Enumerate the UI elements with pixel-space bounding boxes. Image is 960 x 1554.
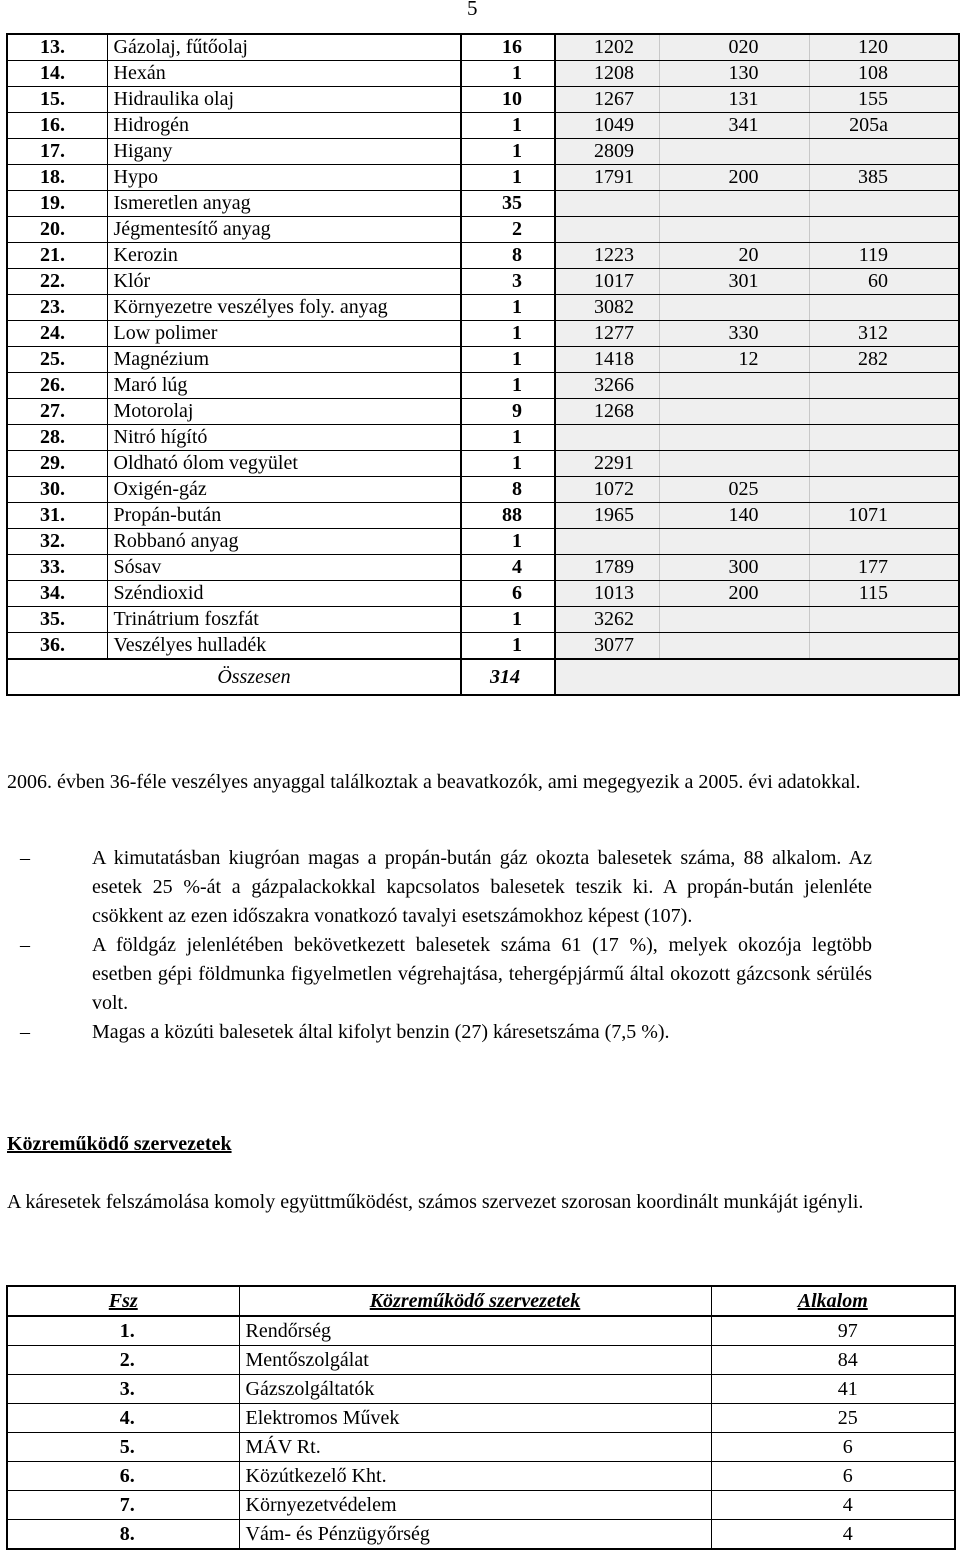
un-code: 1013 (555, 581, 659, 607)
org-number: 6. (7, 1462, 239, 1491)
un-code: 3266 (555, 373, 659, 399)
dash-bullet-icon: – (20, 934, 30, 956)
table-row (7, 139, 959, 165)
substance-name: Robbanó anyag (107, 529, 461, 555)
un-code: 1072 (555, 477, 659, 503)
hazard-code: 301 (659, 269, 809, 295)
row-number: 35. (7, 607, 107, 633)
un-code (555, 217, 659, 243)
incident-count: 1 (461, 113, 555, 139)
un-code: 3262 (555, 607, 659, 633)
table-row (7, 1346, 955, 1375)
un-code: 1277 (555, 321, 659, 347)
org-table-body (7, 1316, 955, 1549)
table-row (7, 243, 959, 269)
org-name: Vám- és Pénzügyőrség (239, 1520, 711, 1550)
hazard-code: 330 (659, 321, 809, 347)
incident-count: 8 (461, 243, 555, 269)
un-code: 1208 (555, 61, 659, 87)
row-number: 36. (7, 633, 107, 660)
substance-name: Környezetre veszélyes foly. anyag (107, 295, 461, 321)
class-code (809, 425, 959, 451)
incident-count: 1 (461, 529, 555, 555)
class-code: 1071 (809, 503, 959, 529)
row-number: 30. (7, 477, 107, 503)
total-value: 314 (461, 659, 555, 695)
hazard-code (659, 217, 809, 243)
table-row (7, 581, 959, 607)
row-number: 19. (7, 191, 107, 217)
bullet-list (20, 844, 872, 1047)
incident-count: 10 (461, 87, 555, 113)
org-name: Közútkezelő Kht. (239, 1462, 711, 1491)
table-row (7, 34, 959, 61)
substance-name: Oldható ólom vegyület (107, 451, 461, 477)
org-count: 84 (711, 1346, 955, 1375)
substance-name: Sósav (107, 555, 461, 581)
hazard-code (659, 295, 809, 321)
total-label: Összesen (7, 659, 461, 695)
hazard-code (659, 529, 809, 555)
row-number: 14. (7, 61, 107, 87)
substance-name: Veszélyes hulladék (107, 633, 461, 660)
class-code (809, 295, 959, 321)
table-row (7, 1520, 955, 1550)
class-code: 155 (809, 87, 959, 113)
substance-name: Kerozin (107, 243, 461, 269)
org-count: 25 (711, 1404, 955, 1433)
incident-count: 9 (461, 399, 555, 425)
row-number: 20. (7, 217, 107, 243)
bullet-item (20, 1018, 872, 1047)
substance-name: Hexán (107, 61, 461, 87)
un-code (555, 529, 659, 555)
substance-name: Propán-bután (107, 503, 461, 529)
header-fsz: Fsz (7, 1286, 239, 1316)
un-code (555, 425, 659, 451)
substance-name: Low polimer (107, 321, 461, 347)
class-code (809, 529, 959, 555)
row-number: 26. (7, 373, 107, 399)
class-code: 205a (809, 113, 959, 139)
hazard-code: 300 (659, 555, 809, 581)
incident-count: 1 (461, 61, 555, 87)
un-code: 2809 (555, 139, 659, 165)
hazard-code: 341 (659, 113, 809, 139)
substance-name: Klór (107, 269, 461, 295)
table-row (7, 503, 959, 529)
hazmat-total-row (7, 659, 959, 695)
hazard-code: 131 (659, 87, 809, 113)
hazard-code: 025 (659, 477, 809, 503)
class-code (809, 477, 959, 503)
hazard-code (659, 373, 809, 399)
class-code: 119 (809, 243, 959, 269)
class-code (809, 217, 959, 243)
org-count: 6 (711, 1462, 955, 1491)
row-number: 34. (7, 581, 107, 607)
incident-count: 8 (461, 477, 555, 503)
row-number: 28. (7, 425, 107, 451)
row-number: 29. (7, 451, 107, 477)
substance-name: Motorolaj (107, 399, 461, 425)
bullet-item (20, 931, 872, 1018)
page-number: 5 (467, 0, 478, 20)
hazard-code (659, 139, 809, 165)
header-organisations: Közreműködő szervezetek (239, 1286, 711, 1316)
table-row (7, 399, 959, 425)
dash-bullet-icon: – (20, 847, 30, 869)
incident-count: 35 (461, 191, 555, 217)
substance-name: Ismeretlen anyag (107, 191, 461, 217)
incident-count: 16 (461, 34, 555, 61)
substance-name: Higany (107, 139, 461, 165)
table-row (7, 373, 959, 399)
row-number: 16. (7, 113, 107, 139)
org-number: 8. (7, 1520, 239, 1550)
incident-count: 1 (461, 165, 555, 191)
org-name: Környezetvédelem (239, 1491, 711, 1520)
substance-name: Hypo (107, 165, 461, 191)
org-count: 41 (711, 1375, 955, 1404)
hazard-code: 200 (659, 165, 809, 191)
org-name: Mentőszolgálat (239, 1346, 711, 1375)
hazmat-table-body (7, 34, 959, 659)
table-row (7, 217, 959, 243)
table-row (7, 113, 959, 139)
table-row (7, 477, 959, 503)
hazard-code (659, 399, 809, 425)
row-number: 33. (7, 555, 107, 581)
hazard-code: 20 (659, 243, 809, 269)
un-code: 1223 (555, 243, 659, 269)
incident-count: 1 (461, 607, 555, 633)
row-number: 18. (7, 165, 107, 191)
un-code (555, 191, 659, 217)
substance-name: Oxigén-gáz (107, 477, 461, 503)
un-code: 3082 (555, 295, 659, 321)
section-heading: Közreműködő szervezetek (7, 1133, 232, 1155)
row-number: 22. (7, 269, 107, 295)
row-number: 15. (7, 87, 107, 113)
class-code: 282 (809, 347, 959, 373)
bullet-text: A kimutatásban kiugróan magas a propán-bután gáz okozta balesetek száma, 88 alkalom. Az esetek 25 %-át a gázpalackokkal kapcsolatos balesetek teszik ki. A propán-bután jelenléte csökkent az ezen időszakra vonatkozó tavalyi esetszámokhoz képest (107). (92, 847, 872, 927)
incident-count: 1 (461, 425, 555, 451)
row-number: 32. (7, 529, 107, 555)
bullet-text: A földgáz jelenlétében bekövetkezett balesetek száma 61 (17 %), melyek okozója legtöbb esetben gépi földmunka figyelmetlen végrehajtása, tehergépjármű által okozott gázcsonk sérülés volt. (92, 934, 872, 1014)
org-number: 3. (7, 1375, 239, 1404)
org-count: 4 (711, 1491, 955, 1520)
incident-count: 1 (461, 451, 555, 477)
table-row (7, 61, 959, 87)
table-row (7, 1462, 955, 1491)
class-code (809, 607, 959, 633)
org-table (6, 1285, 956, 1550)
substance-name: Nitró hígító (107, 425, 461, 451)
org-number: 1. (7, 1316, 239, 1346)
header-count: Alkalom (711, 1286, 955, 1316)
substance-name: Maró lúg (107, 373, 461, 399)
row-number: 17. (7, 139, 107, 165)
table-row (7, 1316, 955, 1346)
table-row (7, 607, 959, 633)
intro-paragraph: 2006. évben 36-féle veszélyes anyaggal találkoztak a beavatkozók, ami megegyezik a 2005. évi adatokkal. (7, 771, 861, 793)
bullet-text: Magas a közúti balesetek által kifolyt benzin (27) káresetszáma (7,5 %). (92, 1021, 670, 1043)
class-code: 108 (809, 61, 959, 87)
substance-name: Jégmentesítő anyag (107, 217, 461, 243)
table-row (7, 269, 959, 295)
un-code: 1049 (555, 113, 659, 139)
table-row (7, 425, 959, 451)
un-code: 3077 (555, 633, 659, 660)
row-number: 23. (7, 295, 107, 321)
class-code: 177 (809, 555, 959, 581)
org-header-row (7, 1286, 955, 1316)
org-count: 6 (711, 1433, 955, 1462)
org-name: MÁV Rt. (239, 1433, 711, 1462)
incident-count: 1 (461, 373, 555, 399)
org-number: 5. (7, 1433, 239, 1462)
incident-count: 1 (461, 295, 555, 321)
substance-name: Gázolaj, fűtőolaj (107, 34, 461, 61)
incident-count: 3 (461, 269, 555, 295)
row-number: 21. (7, 243, 107, 269)
total-empty-cell (555, 659, 959, 695)
hazard-code: 200 (659, 581, 809, 607)
table-row (7, 191, 959, 217)
un-code: 1791 (555, 165, 659, 191)
incident-count: 88 (461, 503, 555, 529)
org-count: 97 (711, 1316, 955, 1346)
hazard-code: 130 (659, 61, 809, 87)
org-number: 7. (7, 1491, 239, 1520)
hazard-code (659, 451, 809, 477)
incident-count: 6 (461, 581, 555, 607)
hazard-code: 12 (659, 347, 809, 373)
section-paragraph: A káresetek felszámolása komoly együttműködést, számos szervezet szorosan koordinált munkáját igényli. (7, 1191, 864, 1213)
un-code: 2291 (555, 451, 659, 477)
class-code: 60 (809, 269, 959, 295)
org-count: 4 (711, 1520, 955, 1550)
class-code (809, 191, 959, 217)
table-row (7, 555, 959, 581)
org-name: Gázszolgáltatók (239, 1375, 711, 1404)
hazard-code (659, 607, 809, 633)
table-row (7, 1375, 955, 1404)
substance-name: Hidraulika olaj (107, 87, 461, 113)
row-number: 25. (7, 347, 107, 373)
hazard-code: 020 (659, 34, 809, 61)
substance-name: Széndioxid (107, 581, 461, 607)
incident-count: 2 (461, 217, 555, 243)
incident-count: 1 (461, 321, 555, 347)
table-row (7, 1433, 955, 1462)
incident-count: 1 (461, 347, 555, 373)
class-code (809, 399, 959, 425)
org-number: 4. (7, 1404, 239, 1433)
org-name: Elektromos Művek (239, 1404, 711, 1433)
substance-name: Trinátrium foszfát (107, 607, 461, 633)
table-row (7, 529, 959, 555)
incident-count: 1 (461, 139, 555, 165)
hazmat-table (6, 33, 960, 696)
un-code: 1267 (555, 87, 659, 113)
row-number: 31. (7, 503, 107, 529)
table-row (7, 1491, 955, 1520)
bullet-item (20, 844, 872, 931)
hazard-code: 140 (659, 503, 809, 529)
un-code: 1789 (555, 555, 659, 581)
class-code: 312 (809, 321, 959, 347)
hazard-code (659, 425, 809, 451)
class-code: 115 (809, 581, 959, 607)
row-number: 13. (7, 34, 107, 61)
class-code (809, 373, 959, 399)
class-code: 385 (809, 165, 959, 191)
class-code: 120 (809, 34, 959, 61)
un-code: 1268 (555, 399, 659, 425)
table-row (7, 295, 959, 321)
row-number: 24. (7, 321, 107, 347)
table-row (7, 321, 959, 347)
incident-count: 4 (461, 555, 555, 581)
class-code (809, 451, 959, 477)
substance-name: Hidrogén (107, 113, 461, 139)
table-row (7, 633, 959, 660)
org-name: Rendőrség (239, 1316, 711, 1346)
table-row (7, 87, 959, 113)
un-code: 1965 (555, 503, 659, 529)
un-code: 1418 (555, 347, 659, 373)
un-code: 1017 (555, 269, 659, 295)
class-code (809, 633, 959, 660)
un-code: 1202 (555, 34, 659, 61)
hazard-code (659, 191, 809, 217)
table-row (7, 1404, 955, 1433)
dash-bullet-icon: – (20, 1021, 30, 1043)
substance-name: Magnézium (107, 347, 461, 373)
table-row (7, 451, 959, 477)
org-number: 2. (7, 1346, 239, 1375)
hazard-code (659, 633, 809, 660)
table-row (7, 347, 959, 373)
table-row (7, 165, 959, 191)
incident-count: 1 (461, 633, 555, 660)
row-number: 27. (7, 399, 107, 425)
class-code (809, 139, 959, 165)
